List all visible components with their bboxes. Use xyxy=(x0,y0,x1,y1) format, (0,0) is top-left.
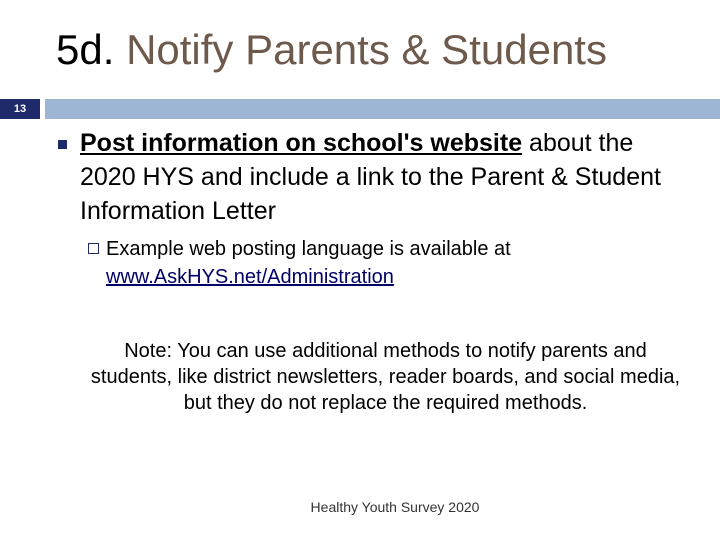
note-text: Note: You can use additional methods to notify parents and students, like district newsletters, reader boards, and social media, but they do not replace the required methods. xyxy=(90,340,681,414)
slide-title: 5d. Notify Parents & Students xyxy=(56,26,607,73)
slide-number: 13 xyxy=(0,99,40,119)
main-bullet: Post information on school's website about the 2020 HYS and include a link to the Parent & Student Information Letter xyxy=(58,126,678,228)
askhys-link[interactable]: www.AskHYS.net/Administration xyxy=(106,266,394,288)
sub-bullet: Example web posting language is available at www.AskHYS.net/Administration xyxy=(88,235,688,291)
square-bullet-icon xyxy=(58,140,67,149)
header-bar xyxy=(45,99,720,119)
footer: Healthy Youth Survey 2020 xyxy=(310,499,480,515)
hollow-square-bullet-icon xyxy=(88,243,99,254)
